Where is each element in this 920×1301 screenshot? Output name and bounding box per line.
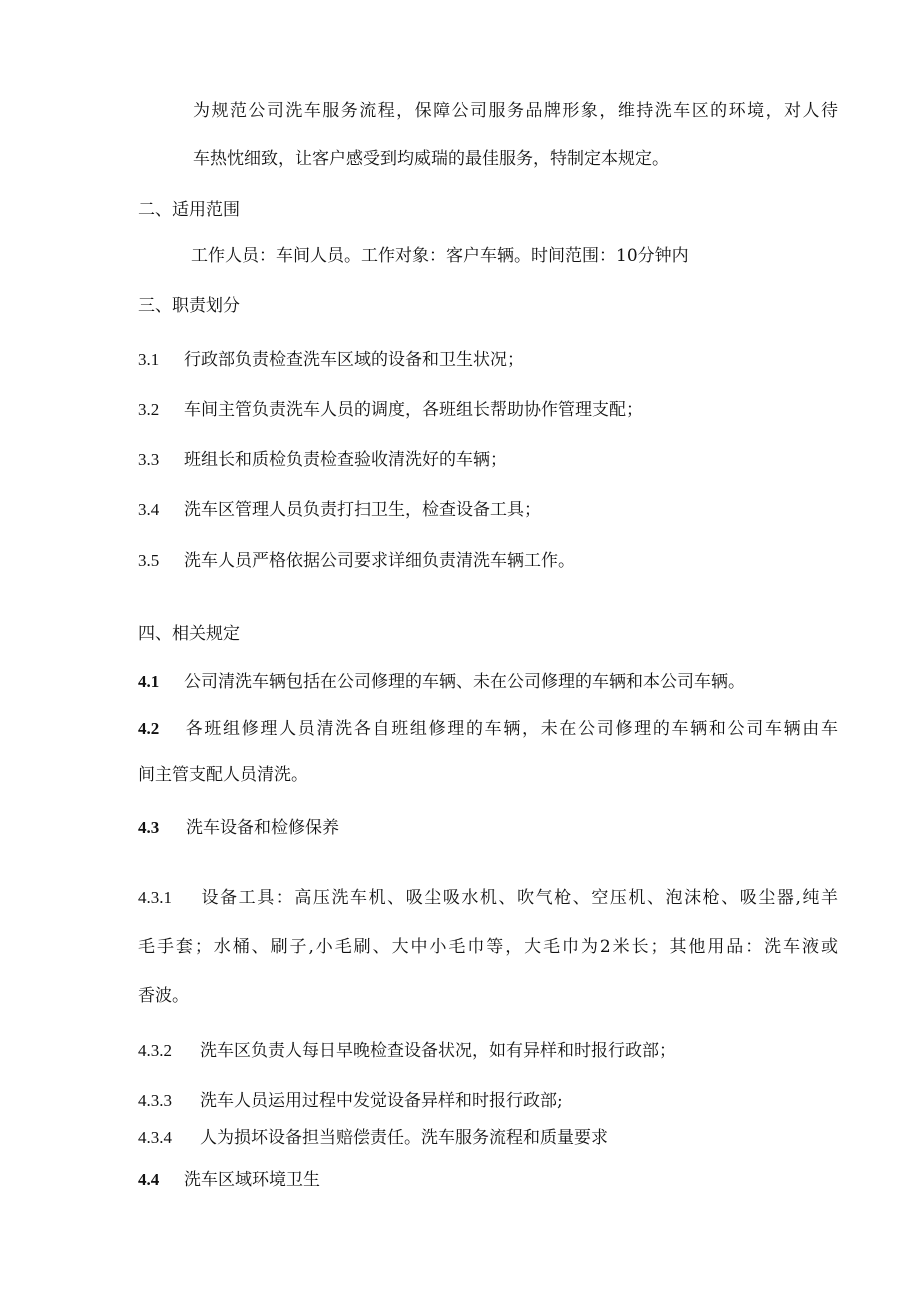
duty-item-number: 3.1	[138, 350, 160, 369]
rule-number: 4.3.1	[138, 888, 172, 907]
rule-item-4-3-1-line-1	[138, 887, 838, 909]
rule-text: 各班组修理人员清洗各自班组修理的车辆，未在公司修理的车辆和公司车辆由车	[184, 719, 838, 739]
duty-item-text: 洗车区管理人员负责打扫卫生，检查设备工具；	[184, 500, 541, 520]
intro-line-1: 为规范公司洗车服务流程，保障公司服务品牌形象，维持洗车区的环境，对人待	[193, 101, 838, 121]
rule-number: 4.3.3	[138, 1091, 172, 1110]
duty-item-number: 3.5	[138, 551, 160, 570]
duty-item	[138, 399, 643, 421]
rule-text: 洗车设备和检修保养	[186, 818, 339, 838]
section-heading-rules: 四、相关规定	[138, 624, 240, 644]
duty-item	[138, 499, 541, 521]
duty-item-number: 3.2	[138, 400, 160, 419]
rule-number: 4.3.2	[138, 1041, 172, 1060]
section-heading-scope: 二、适用范围	[138, 200, 240, 220]
rule-number: 4.4	[138, 1170, 160, 1189]
rule-text: 人为损坏设备担当赔偿责任。洗车服务流程和质量要求	[200, 1128, 608, 1148]
duty-item-number: 3.3	[138, 450, 160, 469]
rule-text: 洗车人员运用过程中发觉设备异样和时报行政部;	[200, 1091, 563, 1111]
scope-body: 工作人员：车间人员。工作对象：客户车辆。时间范围：10分钟内	[191, 246, 689, 266]
rule-number: 4.1	[138, 672, 160, 691]
rule-text: 设备工具：高压洗车机、吸尘吸水机、吹气枪、空压机、泡沫枪、吸尘器,纯羊	[200, 888, 838, 908]
rule-item-4-3-2	[138, 1040, 676, 1062]
rule-number: 4.3	[138, 818, 160, 837]
rule-item-4-4	[138, 1169, 320, 1191]
rule-item-4-1	[138, 671, 745, 693]
rule-item-4-3-3	[138, 1090, 563, 1112]
rule-number: 4.3.4	[138, 1128, 172, 1147]
rule-item-4-3	[138, 817, 339, 839]
duty-item-text: 班组长和质检负责检查验收清洗好的车辆；	[184, 450, 507, 470]
duty-item	[138, 449, 507, 471]
rule-number: 4.2	[138, 719, 160, 738]
rule-item-4-2-line-2: 间主管支配人员清洗。	[138, 765, 308, 785]
section-heading-duties: 三、职责划分	[138, 296, 240, 316]
rule-text: 洗车区负责人每日早晚检查设备状况，如有异样和时报行政部；	[200, 1041, 676, 1061]
rule-item-4-2-line-1	[138, 718, 838, 740]
rule-item-4-3-1-line-3: 香波。	[138, 986, 189, 1006]
duty-item-text: 车间主管负责洗车人员的调度，各班组长帮助协作管理支配；	[184, 400, 643, 420]
rule-item-4-3-4	[138, 1127, 608, 1149]
rule-item-4-3-1-line-2: 毛手套；水桶、刷子,小毛刷、大中小毛巾等，大毛巾为2米长；其他用品：洗车液或	[138, 937, 838, 957]
duty-item	[138, 550, 575, 572]
duty-item-text: 洗车人员严格依据公司要求详细负责清洗车辆工作。	[184, 551, 575, 571]
duty-item	[138, 349, 524, 371]
rule-text: 公司清洗车辆包括在公司修理的车辆、未在公司修理的车辆和本公司车辆。	[184, 672, 745, 692]
duty-item-text: 行政部负责检查洗车区域的设备和卫生状况；	[184, 350, 524, 370]
duty-item-number: 3.4	[138, 500, 160, 519]
rule-text: 洗车区域环境卫生	[184, 1170, 320, 1190]
intro-line-2: 车热忱细致，让客户感受到均威瑞的最佳服务，特制定本规定。	[193, 149, 669, 169]
